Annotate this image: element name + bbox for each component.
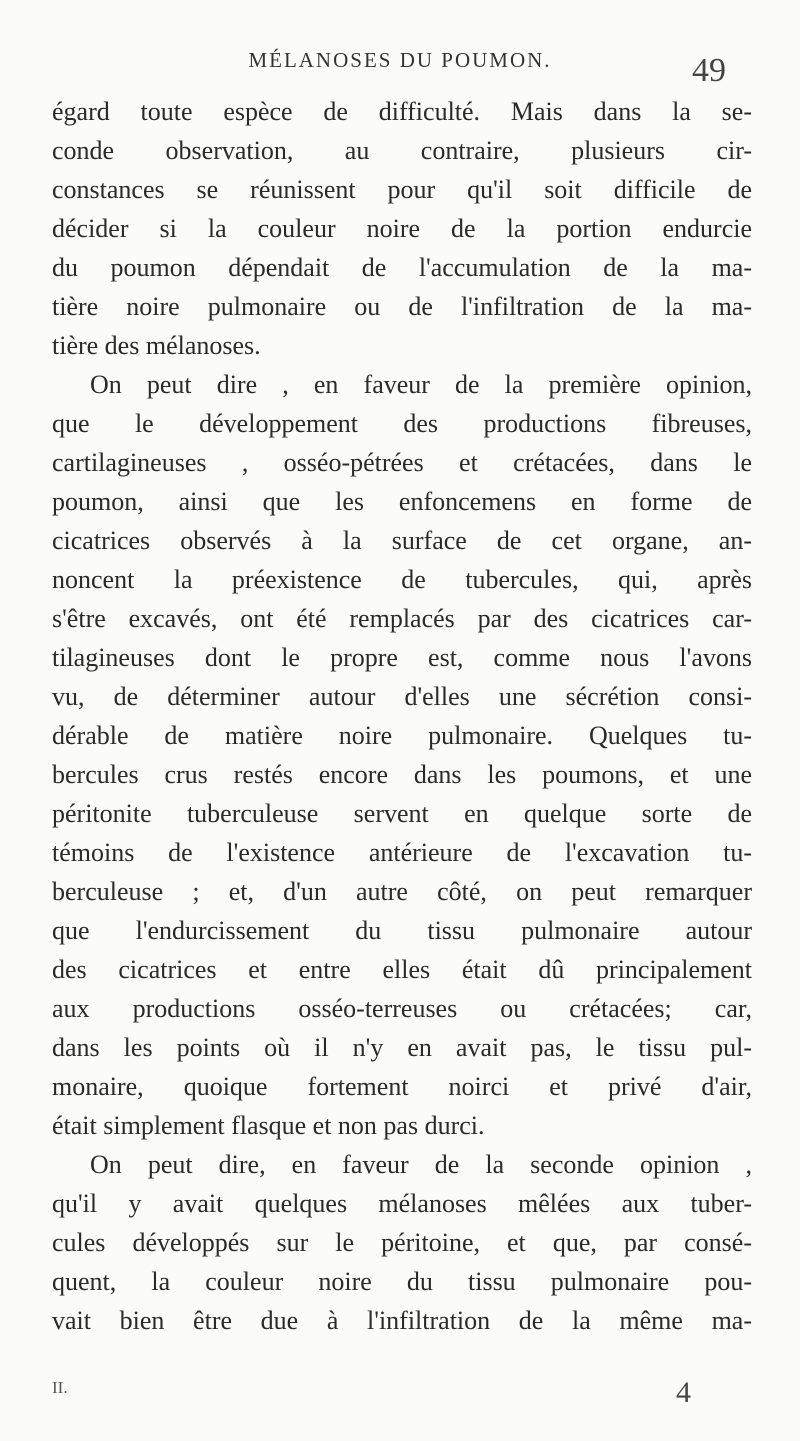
text-line: noncent la préexistence de tubercules, qui, après xyxy=(52,565,752,594)
text-line: tière noire pulmonaire ou de l'infiltration de la ma- xyxy=(52,292,752,321)
text-line: péritonite tuberculeuse servent en quelque sorte de xyxy=(52,799,752,828)
text-line: dans les points où il n'y en avait pas, le tissu pul- xyxy=(52,1033,752,1062)
text-line: On peut dire , en faveur de la première opinion, xyxy=(90,370,752,399)
text-line: vu, de déterminer autour d'elles une sécrétion consi- xyxy=(52,682,752,711)
text-line: cules développés sur le péritoine, et que, par consé- xyxy=(52,1228,752,1257)
text-line: tilagineuses dont le propre est, comme nous l'avons xyxy=(52,643,752,672)
body-text xyxy=(52,92,752,1340)
text-line: poumon, ainsi que les enfoncemens en forme de xyxy=(52,487,752,516)
text-line: qu'il y avait quelques mélanoses mêlées aux tuber- xyxy=(52,1189,752,1218)
text-line: aux productions osséo-terreuses ou crétacées; car, xyxy=(52,994,752,1023)
text-line: On peut dire, en faveur de la seconde opinion , xyxy=(90,1150,752,1179)
text-line: tière des mélanoses. xyxy=(52,331,261,360)
text-line: était simplement flasque et non pas durci. xyxy=(52,1111,485,1140)
text-line: du poumon dépendait de l'accumulation de la ma- xyxy=(52,253,752,282)
running-title: MÉLANOSES DU POUMON. xyxy=(248,48,552,72)
text-line: bercules crus restés encore dans les poumons, et une xyxy=(52,760,752,789)
text-line: cartilagineuses , osséo-pétrées et crétacées, dans le xyxy=(52,448,752,477)
text-line: des cicatrices et entre elles était dû principalement xyxy=(52,955,752,984)
text-line: témoins de l'existence antérieure de l'excavation tu- xyxy=(52,838,752,867)
text-line: vait bien être due à l'infiltration de la même ma- xyxy=(52,1306,752,1335)
text-line: que le développement des productions fibreuses, xyxy=(52,409,752,438)
signature-mark: 4 xyxy=(676,1376,691,1409)
volume-mark: II. xyxy=(52,1378,68,1397)
text-line: décider si la couleur noire de la portion endurcie xyxy=(52,214,752,243)
text-line: constances se réunissent pour qu'il soit difficile de xyxy=(52,175,752,204)
text-line: égard toute espèce de difficulté. Mais dans la se- xyxy=(52,97,752,126)
text-line: cicatrices observés à la surface de cet organe, an- xyxy=(52,526,752,555)
page-number: 49 xyxy=(692,52,726,89)
text-line: dérable de matière noire pulmonaire. Quelques tu- xyxy=(52,721,752,750)
text-line: berculeuse ; et, d'un autre côté, on peut remarquer xyxy=(52,877,752,906)
text-line: s'être excavés, ont été remplacés par des cicatrices car- xyxy=(52,604,752,633)
text-line: monaire, quoique fortement noirci et privé d'air, xyxy=(52,1072,752,1101)
text-line: que l'endurcissement du tissu pulmonaire autour xyxy=(52,916,752,945)
text-line: quent, la couleur noire du tissu pulmonaire pou- xyxy=(52,1267,752,1296)
text-line: conde observation, au contraire, plusieurs cir- xyxy=(52,136,752,165)
